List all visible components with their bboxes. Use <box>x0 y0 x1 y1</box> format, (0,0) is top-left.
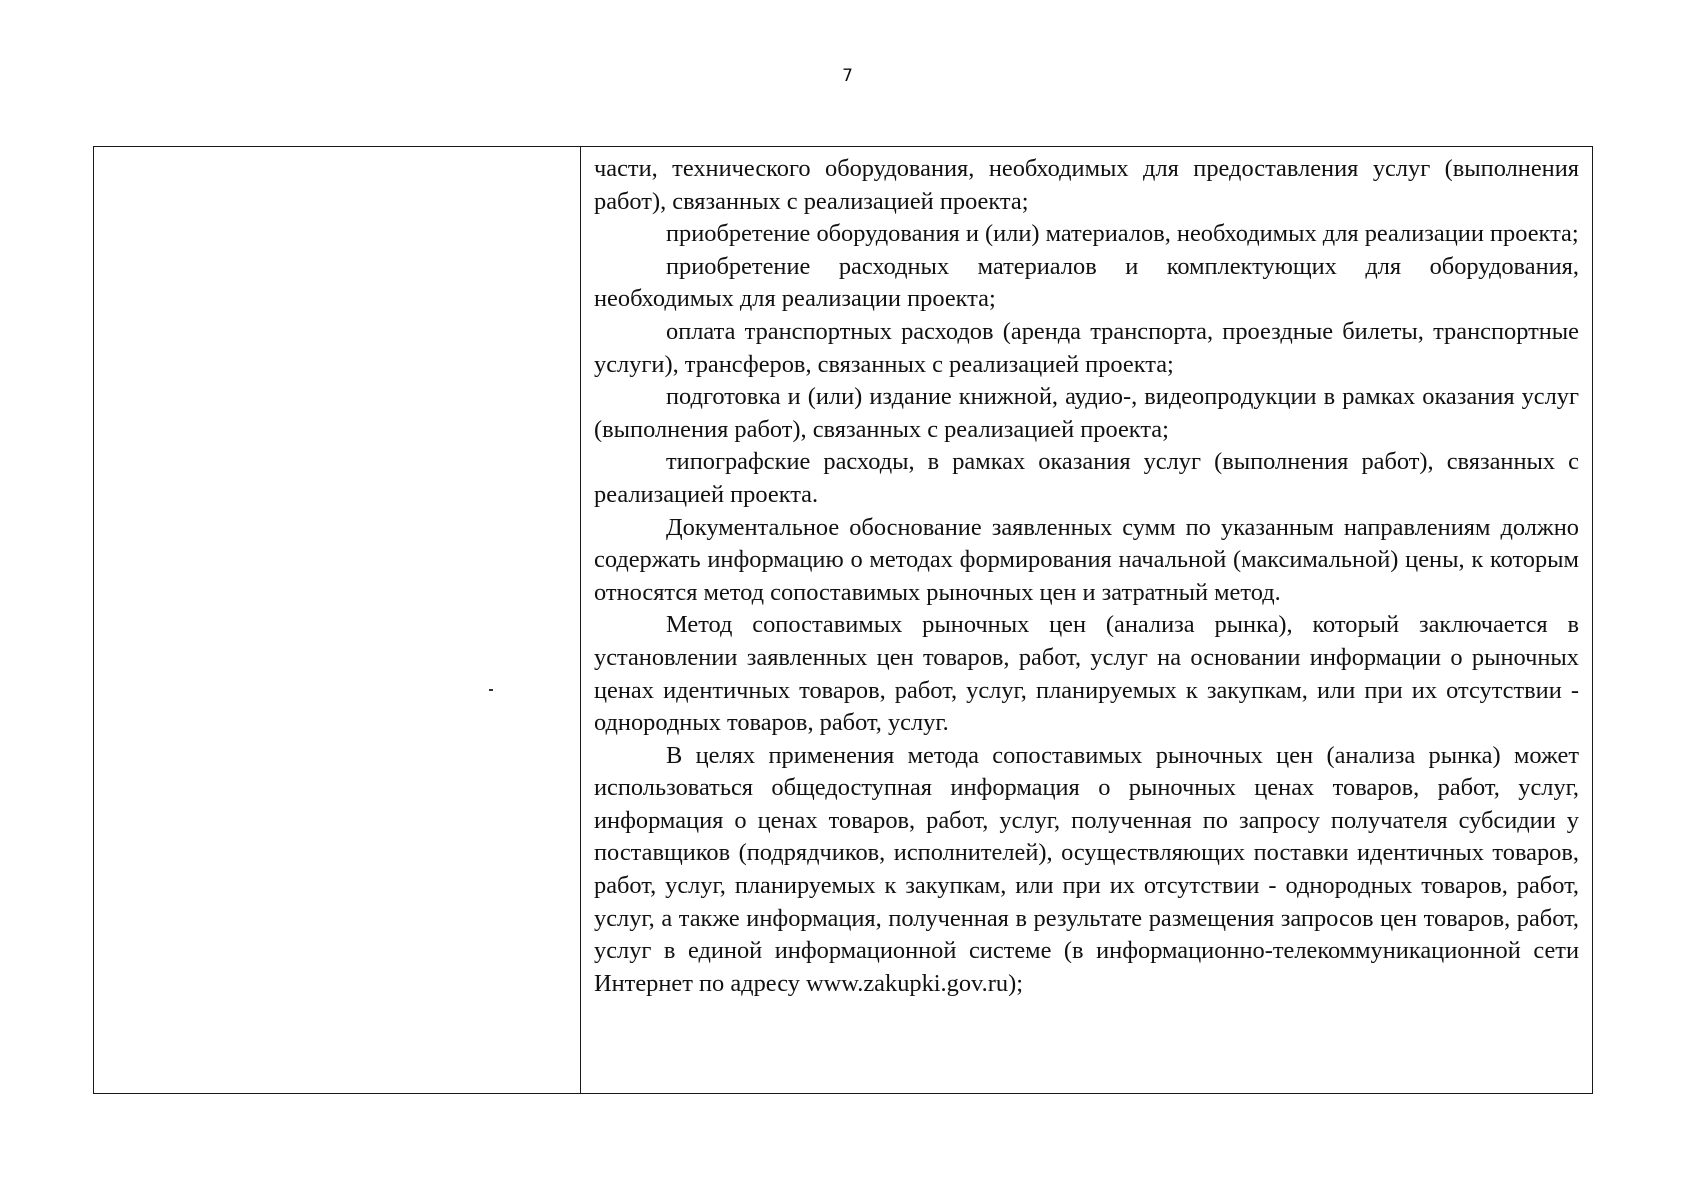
paragraph: В целях применения метода сопоставимых рыночных цен (анализа рынка) может использоваться общедоступная информация о рыночных ценах товаров, работ, услуг, информация о ценах товаров, работ, услуг, полученная по запросу получателя субсидии у поставщиков (подрядчиков, исполнителей), осуществляющих поставки идентичных товаров, работ, услуг, планируемых к закупкам, или при их отсутствии - однородных товаров, работ, услуг, а также информация, полученная в результате размещения запросов цен товаров, работ, услуг в единой информационной системе (в информационно-телекоммуникационной сети Интернет по адресу www.zakupki.gov.ru); <box>594 741 1579 997</box>
page-number: 7 <box>842 66 853 86</box>
paragraph: подготовка и (или) издание книжной, аудио-, видеопродукции в рамках оказания услуг (выполнения работ), связанных с реализацией проекта; <box>594 383 1579 443</box>
paragraph: Метод сопоставимых рыночных цен (анализа рынка), который заключается в установлении заявленных цен товаров, работ, услуг на основании информации о рыночных ценах идентичных товаров, работ, услуг, планируемых к закупкам, или при их отсутствии - однородных товаров, работ, услуг. <box>594 611 1579 737</box>
paragraph: приобретение оборудования и (или) материалов, необходимых для реализации проекта; <box>666 220 1579 248</box>
paragraph: части, технического оборудования, необходимых для предоставления услуг (выполнения работ), связанных с реализацией проекта; <box>594 155 1579 215</box>
paragraph: оплата транспортных расходов (аренда транспорта, проездные билеты, транспортные услуги), трансферов, связанных с реализацией проекта; <box>594 317 1579 378</box>
paragraph: типографские расходы, в рамках оказания услуг (выполнения работ), связанных с реализацией проекта. <box>594 448 1579 508</box>
table-right-cell <box>581 147 1592 1093</box>
document-table <box>93 146 1593 1094</box>
paragraph: Документальное обоснование заявленных сумм по указанным направлениям должно содержать информацию о методах формирования начальной (максимальной) цены, к которым относятся метод сопоставимых рыночных цен и затратный метод. <box>594 513 1579 606</box>
paragraph: приобретение расходных материалов и комплектующих для оборудования, необходимых для реализации проекта; <box>594 252 1579 313</box>
table-left-cell <box>94 147 581 1093</box>
scan-mark <box>489 689 493 691</box>
